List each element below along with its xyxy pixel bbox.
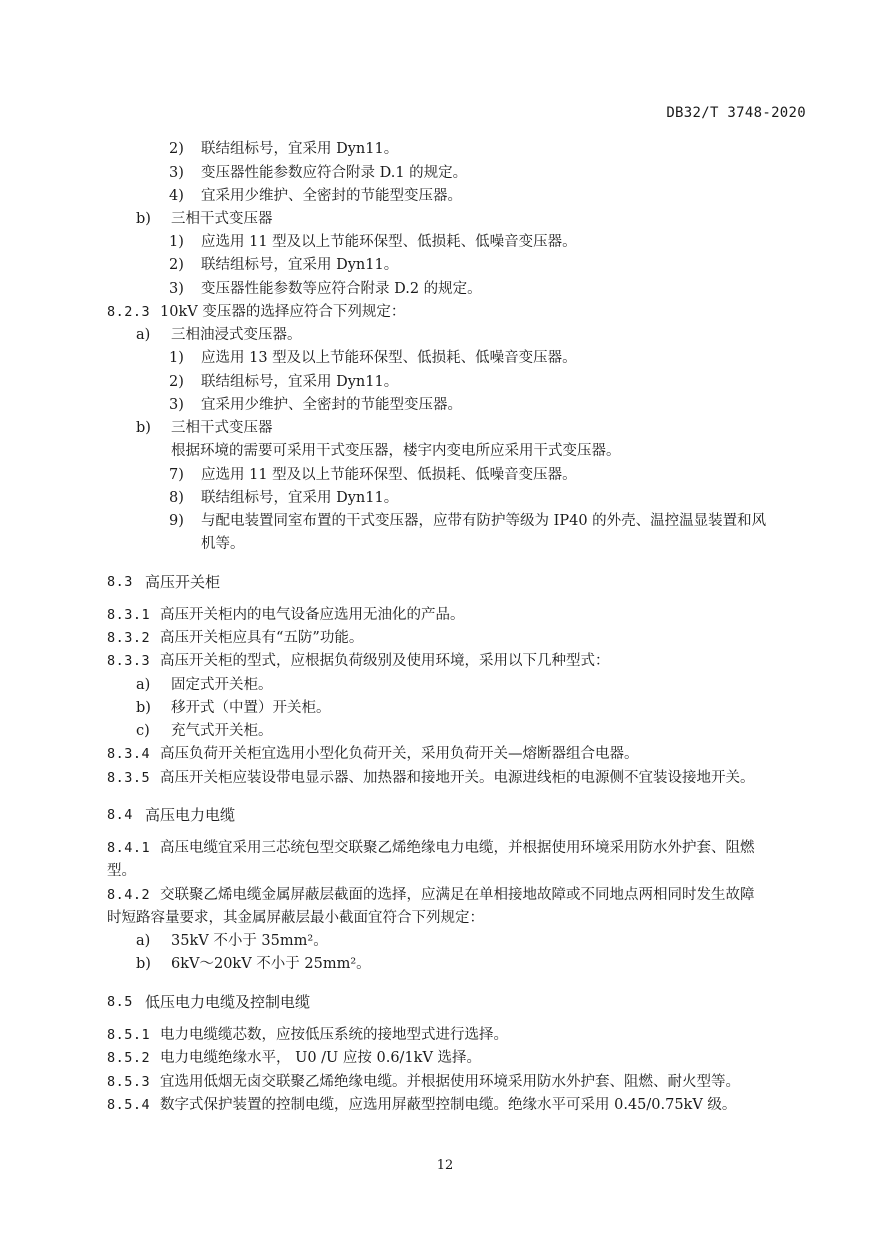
item-number: 2)	[169, 141, 184, 157]
item-number: 8.3.2	[107, 630, 151, 646]
clause-text: 根据环境的需要可采用干式变压器，楼宇内变电所应采用干式变压器。	[171, 443, 621, 459]
clause-text: 35kV 不小于 35mm²。	[171, 933, 328, 949]
item-number: 8.3.3	[107, 653, 151, 669]
item-number: b)	[136, 700, 151, 716]
item-number: 8.3.5	[107, 770, 151, 786]
item-number: a)	[136, 933, 151, 949]
item-number: 2)	[169, 374, 184, 390]
section-heading: 高压开关柜	[145, 573, 221, 591]
page-number: 12	[436, 1158, 454, 1173]
clause-text: 三相油浸式变压器。	[171, 327, 302, 343]
item-number: 8.3.4	[107, 746, 151, 762]
item-number: b)	[136, 420, 151, 436]
clause-text: 电力电缆绝缘水平， U0 /U 应按 0.6/1kV 选择。	[160, 1050, 482, 1066]
section-heading: 低压电力电缆及控制电缆	[145, 993, 311, 1011]
section-number: 8.5	[107, 994, 133, 1010]
item-number: 8)	[169, 490, 184, 506]
item-number: 8.5.4	[107, 1097, 151, 1113]
clause-text: 高压开关柜的型式，应根据负荷级别及使用环境，采用以下几种型式：	[160, 653, 610, 669]
item-number: b)	[136, 211, 151, 227]
standard-code: DB32/T 3748-2020	[666, 105, 806, 121]
clause-text: 应选用 13 型及以上节能环保型、低损耗、低噪音变压器。	[201, 350, 577, 366]
clause-text: 高压负荷开关柜宜选用小型化负荷开关，采用负荷开关—熔断器组合电器。	[160, 746, 639, 762]
item-number: 8.5.1	[107, 1027, 151, 1043]
item-number: b)	[136, 956, 151, 972]
clause-text: 固定式开关柜。	[171, 677, 273, 693]
clause-text: 变压器性能参数应符合附录 D.1 的规定。	[201, 165, 468, 181]
item-number: 2)	[169, 257, 184, 273]
item-number: 8.4.1	[107, 840, 151, 856]
item-number: 4)	[169, 188, 184, 204]
clause-text: 型。	[107, 863, 136, 879]
clause-text: 三相干式变压器	[171, 420, 273, 436]
item-number: 7)	[169, 467, 184, 483]
clause-text: 6kV～20kV 不小于 25mm²。	[171, 956, 371, 972]
clause-text: 高压开关柜应具有“五防”功能。	[160, 630, 364, 646]
item-number: 8.5.2	[107, 1050, 151, 1066]
clause-text: 高压开关柜内的电气设备应选用无油化的产品。	[160, 607, 465, 623]
item-number: a)	[136, 677, 151, 693]
item-number: a)	[136, 327, 151, 343]
clause-text: 移开式（中置）开关柜。	[171, 700, 331, 716]
clause-text: 充气式开关柜。	[171, 723, 273, 739]
item-number: 3)	[169, 281, 184, 297]
clause-text: 联结组标号，宜采用 Dyn11。	[201, 490, 399, 506]
item-number: 8.4.2	[107, 887, 151, 903]
clause-text: 联结组标号，宜采用 Dyn11。	[201, 141, 399, 157]
item-number: 3)	[169, 165, 184, 181]
clause-text: 高压电缆宜采用三芯统包型交联聚乙烯绝缘电力电缆，并根据使用环境采用防水外护套、阻燃	[160, 840, 755, 856]
clause-text: 宜选用低烟无卤交联聚乙烯绝缘电缆。并根据使用环境采用防水外护套、阻燃、耐火型等。	[160, 1074, 740, 1090]
clause-text: 时短路容量要求，其金属屏蔽层最小截面宜符合下列规定：	[107, 910, 484, 926]
clause-text: 10kV 变压器的选择应符合下列规定：	[160, 304, 406, 320]
clause-text: 应选用 11 型及以上节能环保型、低损耗、低噪音变压器。	[201, 467, 577, 483]
clause-text: 三相干式变压器	[171, 211, 273, 227]
item-number: 3)	[169, 397, 184, 413]
section-number: 8.3	[107, 574, 133, 590]
clause-text: 应选用 11 型及以上节能环保型、低损耗、低噪音变压器。	[201, 234, 577, 250]
clause-text: 联结组标号，宜采用 Dyn11。	[201, 374, 399, 390]
item-number: c)	[136, 723, 150, 739]
item-number: 9)	[169, 513, 184, 529]
clause-text: 联结组标号，宜采用 Dyn11。	[201, 257, 399, 273]
clause-text: 电力电缆缆芯数，应按低压系统的接地型式进行选择。	[160, 1027, 508, 1043]
clause-text: 机等。	[201, 536, 245, 552]
clause-text: 与配电装置同室布置的干式变压器，应带有防护等级为 IP40 的外壳、温控温显装置和风	[201, 513, 767, 529]
item-number: 8.5.3	[107, 1074, 151, 1090]
item-number: 8.2.3	[107, 304, 151, 320]
item-number: 1)	[169, 350, 184, 366]
clause-text: 数字式保护装置的控制电缆，应选用屏蔽型控制电缆。绝缘水平可采用 0.45/0.75kV 级。	[160, 1097, 737, 1113]
clause-text: 宜采用少维护、全密封的节能型变压器。	[201, 397, 462, 413]
clause-text: 高压开关柜应装设带电显示器、加热器和接地开关。电源进线柜的电源侧不宜装设接地开关。	[160, 770, 755, 786]
clause-text: 宜采用少维护、全密封的节能型变压器。	[201, 188, 462, 204]
item-number: 8.3.1	[107, 607, 151, 623]
section-heading: 高压电力电缆	[145, 806, 236, 824]
clause-text: 交联聚乙烯电缆金属屏蔽层截面的选择，应满足在单相接地故障或不同地点两相同时发生故障	[160, 887, 755, 903]
item-number: 1)	[169, 234, 184, 250]
section-number: 8.4	[107, 807, 133, 823]
clause-text: 变压器性能参数等应符合附录 D.2 的规定。	[201, 281, 482, 297]
